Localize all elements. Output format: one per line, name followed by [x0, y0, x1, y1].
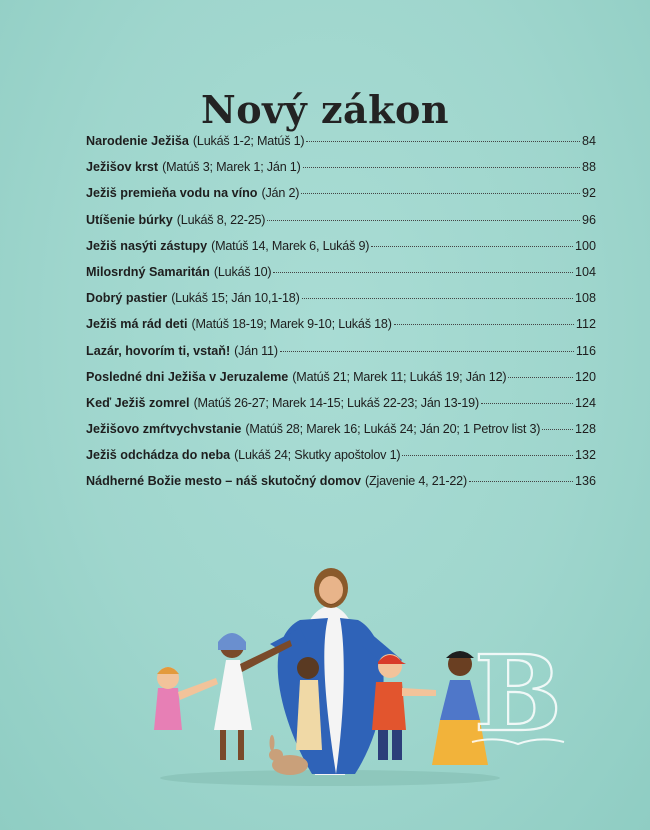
watermark-logo — [468, 638, 568, 758]
toddler-figure — [154, 667, 218, 730]
dot-leader — [481, 403, 573, 404]
toc-entry-title: Ježiš má rád deti — [86, 317, 188, 332]
toc-entry-page: 136 — [574, 474, 596, 489]
toc-entry-title: Utíšenie búrky — [86, 212, 173, 227]
toc-entry-title: Narodenie Ježiša — [86, 134, 189, 148]
toc-entry-refs: (Matúš 26-27; Marek 14-15; Lukáš 22-23; Ján 13-19) — [193, 395, 479, 410]
toc-entry-refs: (Matúš 3; Marek 1; Ján 1) — [162, 160, 301, 175]
toc-entry[interactable] — [86, 370, 596, 396]
toc-entry[interactable] — [86, 396, 596, 422]
toc-entry-refs: (Lukáš 15; Ján 10,1-18) — [171, 291, 300, 306]
toc-entry-refs: (Matúš 14, Marek 6, Lukáš 9) — [211, 238, 370, 253]
toc-entry-title: Posledné dni Ježiša v Jeruzaleme — [86, 369, 289, 384]
toc-entry[interactable] — [86, 160, 596, 186]
girl-figure — [214, 633, 292, 760]
toc-entry-title: Ježiš nasýti zástupy — [86, 238, 208, 253]
dot-leader — [280, 351, 574, 352]
toc-entry-page: 120 — [574, 369, 596, 384]
toc-entry[interactable] — [86, 474, 596, 500]
toc-entry-page: 92 — [581, 186, 596, 201]
toc-entry-refs: (Ján 2) — [261, 186, 300, 201]
dot-leader — [508, 377, 573, 378]
dot-leader — [303, 167, 580, 168]
toc-entry-page: 100 — [574, 238, 596, 253]
toc-entry-refs: (Lukáš 1-2; Matúš 1) — [192, 134, 305, 148]
dot-leader — [267, 220, 580, 221]
page-title: Nový zákon — [201, 87, 449, 133]
dot-leader — [469, 481, 573, 482]
toc-entry[interactable] — [86, 317, 596, 343]
toc-entry-refs: (Matúš 18-19; Marek 9-10; Lukáš 18) — [191, 317, 392, 332]
toc-entry-page: 128 — [574, 422, 596, 437]
toc-entry[interactable] — [86, 134, 596, 160]
dot-leader — [273, 272, 573, 273]
dot-leader — [394, 324, 574, 325]
toc-entry[interactable] — [86, 186, 596, 212]
toc-entry-page: 84 — [581, 134, 596, 148]
dot-leader — [542, 429, 573, 430]
toc-entry-title: Ježiš odchádza do neba — [86, 448, 231, 463]
toc-entry-page: 104 — [574, 264, 596, 279]
toc-entry-refs: (Matúš 28; Marek 16; Lukáš 24; Ján 20; 1 Petrov list 3) — [245, 422, 541, 437]
toc-entry-title: Lazár, hovorím ti, vstaň! — [86, 343, 231, 358]
toc-entry-page: 132 — [574, 448, 596, 463]
toc-entry-title: Dobrý pastier — [86, 291, 168, 306]
toc-entry-refs: (Lukáš 24; Skutky apoštolov 1) — [234, 448, 401, 463]
toc-entry[interactable] — [86, 291, 596, 317]
toc-entry[interactable] — [86, 213, 596, 239]
toc-entry-title: Ježiš premieňa vodu na víno — [86, 186, 258, 201]
table-of-contents — [86, 134, 596, 501]
toc-entry[interactable] — [86, 239, 596, 265]
toc-entry-page: 112 — [575, 317, 596, 332]
boy-figure — [372, 654, 436, 760]
toc-entry-refs: (Matúš 21; Marek 11; Lukáš 19; Ján 12) — [292, 369, 507, 384]
toc-entry[interactable] — [86, 448, 596, 474]
toc-entry-page: 108 — [574, 291, 596, 306]
dot-leader — [402, 455, 573, 456]
child-figure — [296, 657, 322, 750]
toc-entry-refs: (Zjavenie 4, 21-22) — [365, 474, 467, 489]
toc-entry-title: Ježišovo zmŕtvychvstanie — [86, 422, 242, 437]
toc-entry[interactable] — [86, 265, 596, 291]
toc-entry-title: Ježišov krst — [86, 160, 159, 175]
dot-leader — [302, 298, 573, 299]
toc-entry-page: 116 — [575, 343, 596, 358]
toc-entry-refs: (Ján 11) — [234, 343, 278, 358]
toc-entry-title: Keď Ježiš zomrel — [86, 395, 190, 410]
dot-leader — [306, 141, 580, 142]
toc-entry-title: Milosrdný Samaritán — [86, 264, 210, 279]
toc-entry-refs: (Lukáš 8, 22-25) — [176, 212, 266, 227]
watermark-letter: B — [474, 638, 562, 755]
dot-leader — [301, 193, 580, 194]
toc-entry-refs: (Lukáš 10) — [213, 264, 272, 279]
dot-leader — [371, 246, 573, 247]
toc-entry[interactable] — [86, 344, 596, 370]
toc-entry-page: 96 — [581, 212, 596, 227]
toc-entry-title: Nádherné Božie mesto – náš skutočný domov — [86, 474, 362, 489]
toc-entry[interactable] — [86, 422, 596, 448]
toc-entry-page: 88 — [581, 160, 596, 175]
jesus-with-children-illustration — [140, 560, 520, 790]
toc-entry-page: 124 — [574, 395, 596, 410]
